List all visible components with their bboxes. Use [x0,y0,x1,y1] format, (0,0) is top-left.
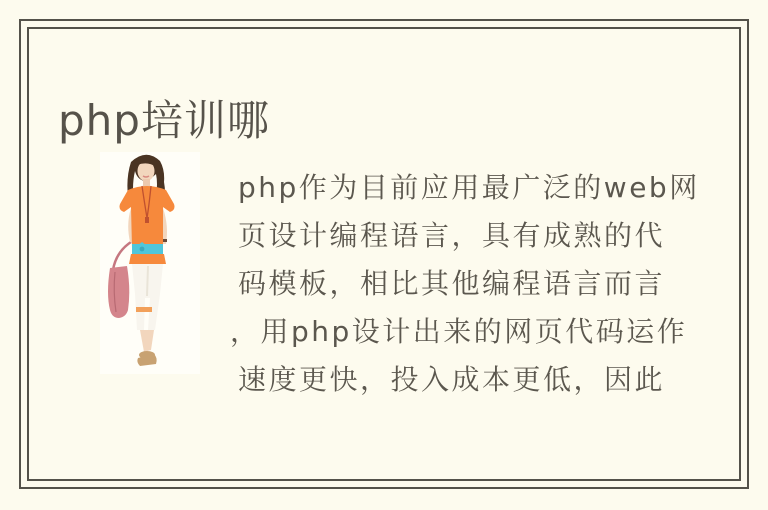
top-hem [129,254,166,264]
paragraph-line-2: 页设计编程语言，具有成熟的代 [238,219,666,252]
paragraph-line-3: 码模板，相比其他编程语言而言 [238,267,666,300]
necklace-pendant [145,217,149,223]
calves [140,330,154,352]
paragraph-line-1: php作为目前应用最广泛的web网 [238,171,700,204]
article-paragraph [230,164,700,404]
woman-illustration [100,152,200,374]
belt-bow-knot [140,247,145,252]
woman-photo [100,152,200,374]
handbag [108,266,129,318]
shoe-top [139,351,155,359]
paragraph-line-4: ，用php设计出来的网页代码运作 [230,315,688,348]
handbag-strap [113,242,131,270]
pants-cuff-band [136,307,152,312]
paragraph-line-5: 速度更快，投入成本更低，因此 [238,363,666,396]
article-title: php培训哪 [58,96,270,146]
